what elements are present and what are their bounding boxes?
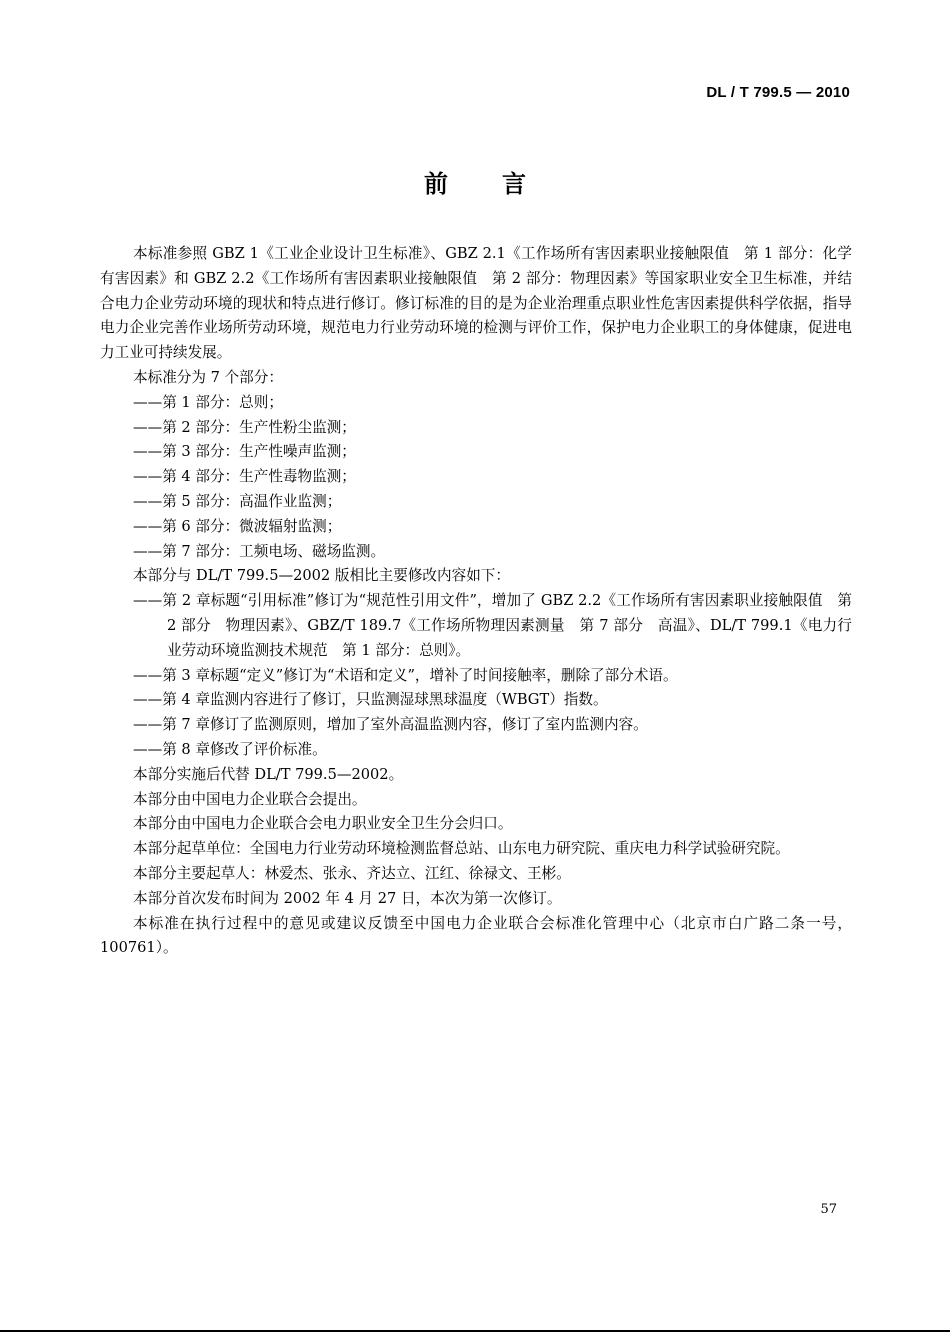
paragraph-changes-intro: 本部分与 DL/T 799.5—2002 版相比主要修改内容如下：	[133, 567, 510, 585]
list-item-part-5: ——第 5 部分：高温作业监测；	[133, 492, 342, 510]
paragraph-proposed-by: 本部分由中国电力企业联合会提出。	[133, 790, 367, 808]
list-item-change-ch2: ——第 2 章标题“引用标准”修订为“规范性引用文件”，增加了 GBZ 2.2《工作场所有害因素职业接触限值 第 2 部分 物理因素》、GBZ/T 189.7《工作场所物理因素测量 第 7 部分 高温》、DL/T 799.1《电力行业劳动环境监测技术规范 第 1 部分：总则》。	[133, 592, 852, 659]
list-item-part-2: ——第 2 部分：生产性粉尘监测；	[133, 418, 356, 436]
list-item-part-3: ——第 3 部分：生产性噪声监测；	[133, 443, 356, 461]
paragraph-replaces: 本部分实施后代替 DL/T 799.5—2002。	[133, 765, 404, 783]
list-item-change-ch4: ——第 4 章监测内容进行了修订，只监测湿球黑球温度（WBGT）指数。	[133, 691, 608, 709]
list-item-part-4: ——第 4 部分：生产性毒物监测；	[133, 468, 356, 486]
list-item-part-6: ——第 6 部分：微波辐射监测；	[133, 517, 342, 535]
list-item-part-7: ——第 7 部分：工频电场、磁场监测。	[133, 542, 386, 560]
foreword-body	[100, 242, 852, 961]
list-item-change-ch8: ——第 8 章修改了评价标准。	[133, 740, 327, 758]
bottom-rule	[0, 1330, 950, 1332]
paragraph-drafters: 本部分主要起草人：林爱杰、张永、齐达立、江红、徐禄文、王彬。	[133, 864, 571, 882]
paragraph-first-issue: 本部分首次发布时间为 2002 年 4 月 27 日，本次为第一次修订。	[133, 889, 562, 907]
page-number: 57	[820, 1202, 837, 1217]
paragraph-feedback: 本标准在执行过程中的意见或建议反馈至中国电力企业联合会标准化管理中心（北京市白广路二条一号，100761）。	[100, 914, 852, 957]
list-item-part-1: ——第 1 部分：总则；	[133, 393, 283, 411]
page-title: 前言	[424, 170, 580, 198]
paragraph-intro: 本标准参照 GBZ 1《工业企业设计卫生标准》、GBZ 2.1《工作场所有害因素职业接触限值 第 1 部分：化学有害因素》和 GBZ 2.2《工作场所有害因素职业接触限值 第 2 部分：物理因素》等国家职业安全卫生标准，并结合电力企业劳动环境的现状和特点进行修订。修订标准的目的是为企业治理重点职业性危害因素提供科学依据，指导电力企业完善作业场所劳动环境，规范电力行业劳动环境的检测与评价工作，保护电力企业职工的身体健康，促进电力工业可持续发展。	[100, 245, 852, 362]
standard-code: DL / T 799.5 — 2010	[706, 84, 850, 101]
paragraph-parts-count: 本标准分为 7 个部分：	[133, 368, 283, 386]
list-item-change-ch7: ——第 7 章修订了监测原则，增加了室外高温监测内容，修订了室内监测内容。	[133, 716, 648, 734]
paragraph-managed-by: 本部分由中国电力企业联合会电力职业安全卫生分会归口。	[133, 815, 513, 833]
paragraph-drafting-units: 本部分起草单位：全国电力行业劳动环境检测监督总站、山东电力研究院、重庆电力科学试验研究院。	[133, 840, 790, 858]
list-item-change-ch3: ——第 3 章标题“定义”修订为“术语和定义”，增补了时间接触率，删除了部分术语。	[133, 666, 678, 684]
